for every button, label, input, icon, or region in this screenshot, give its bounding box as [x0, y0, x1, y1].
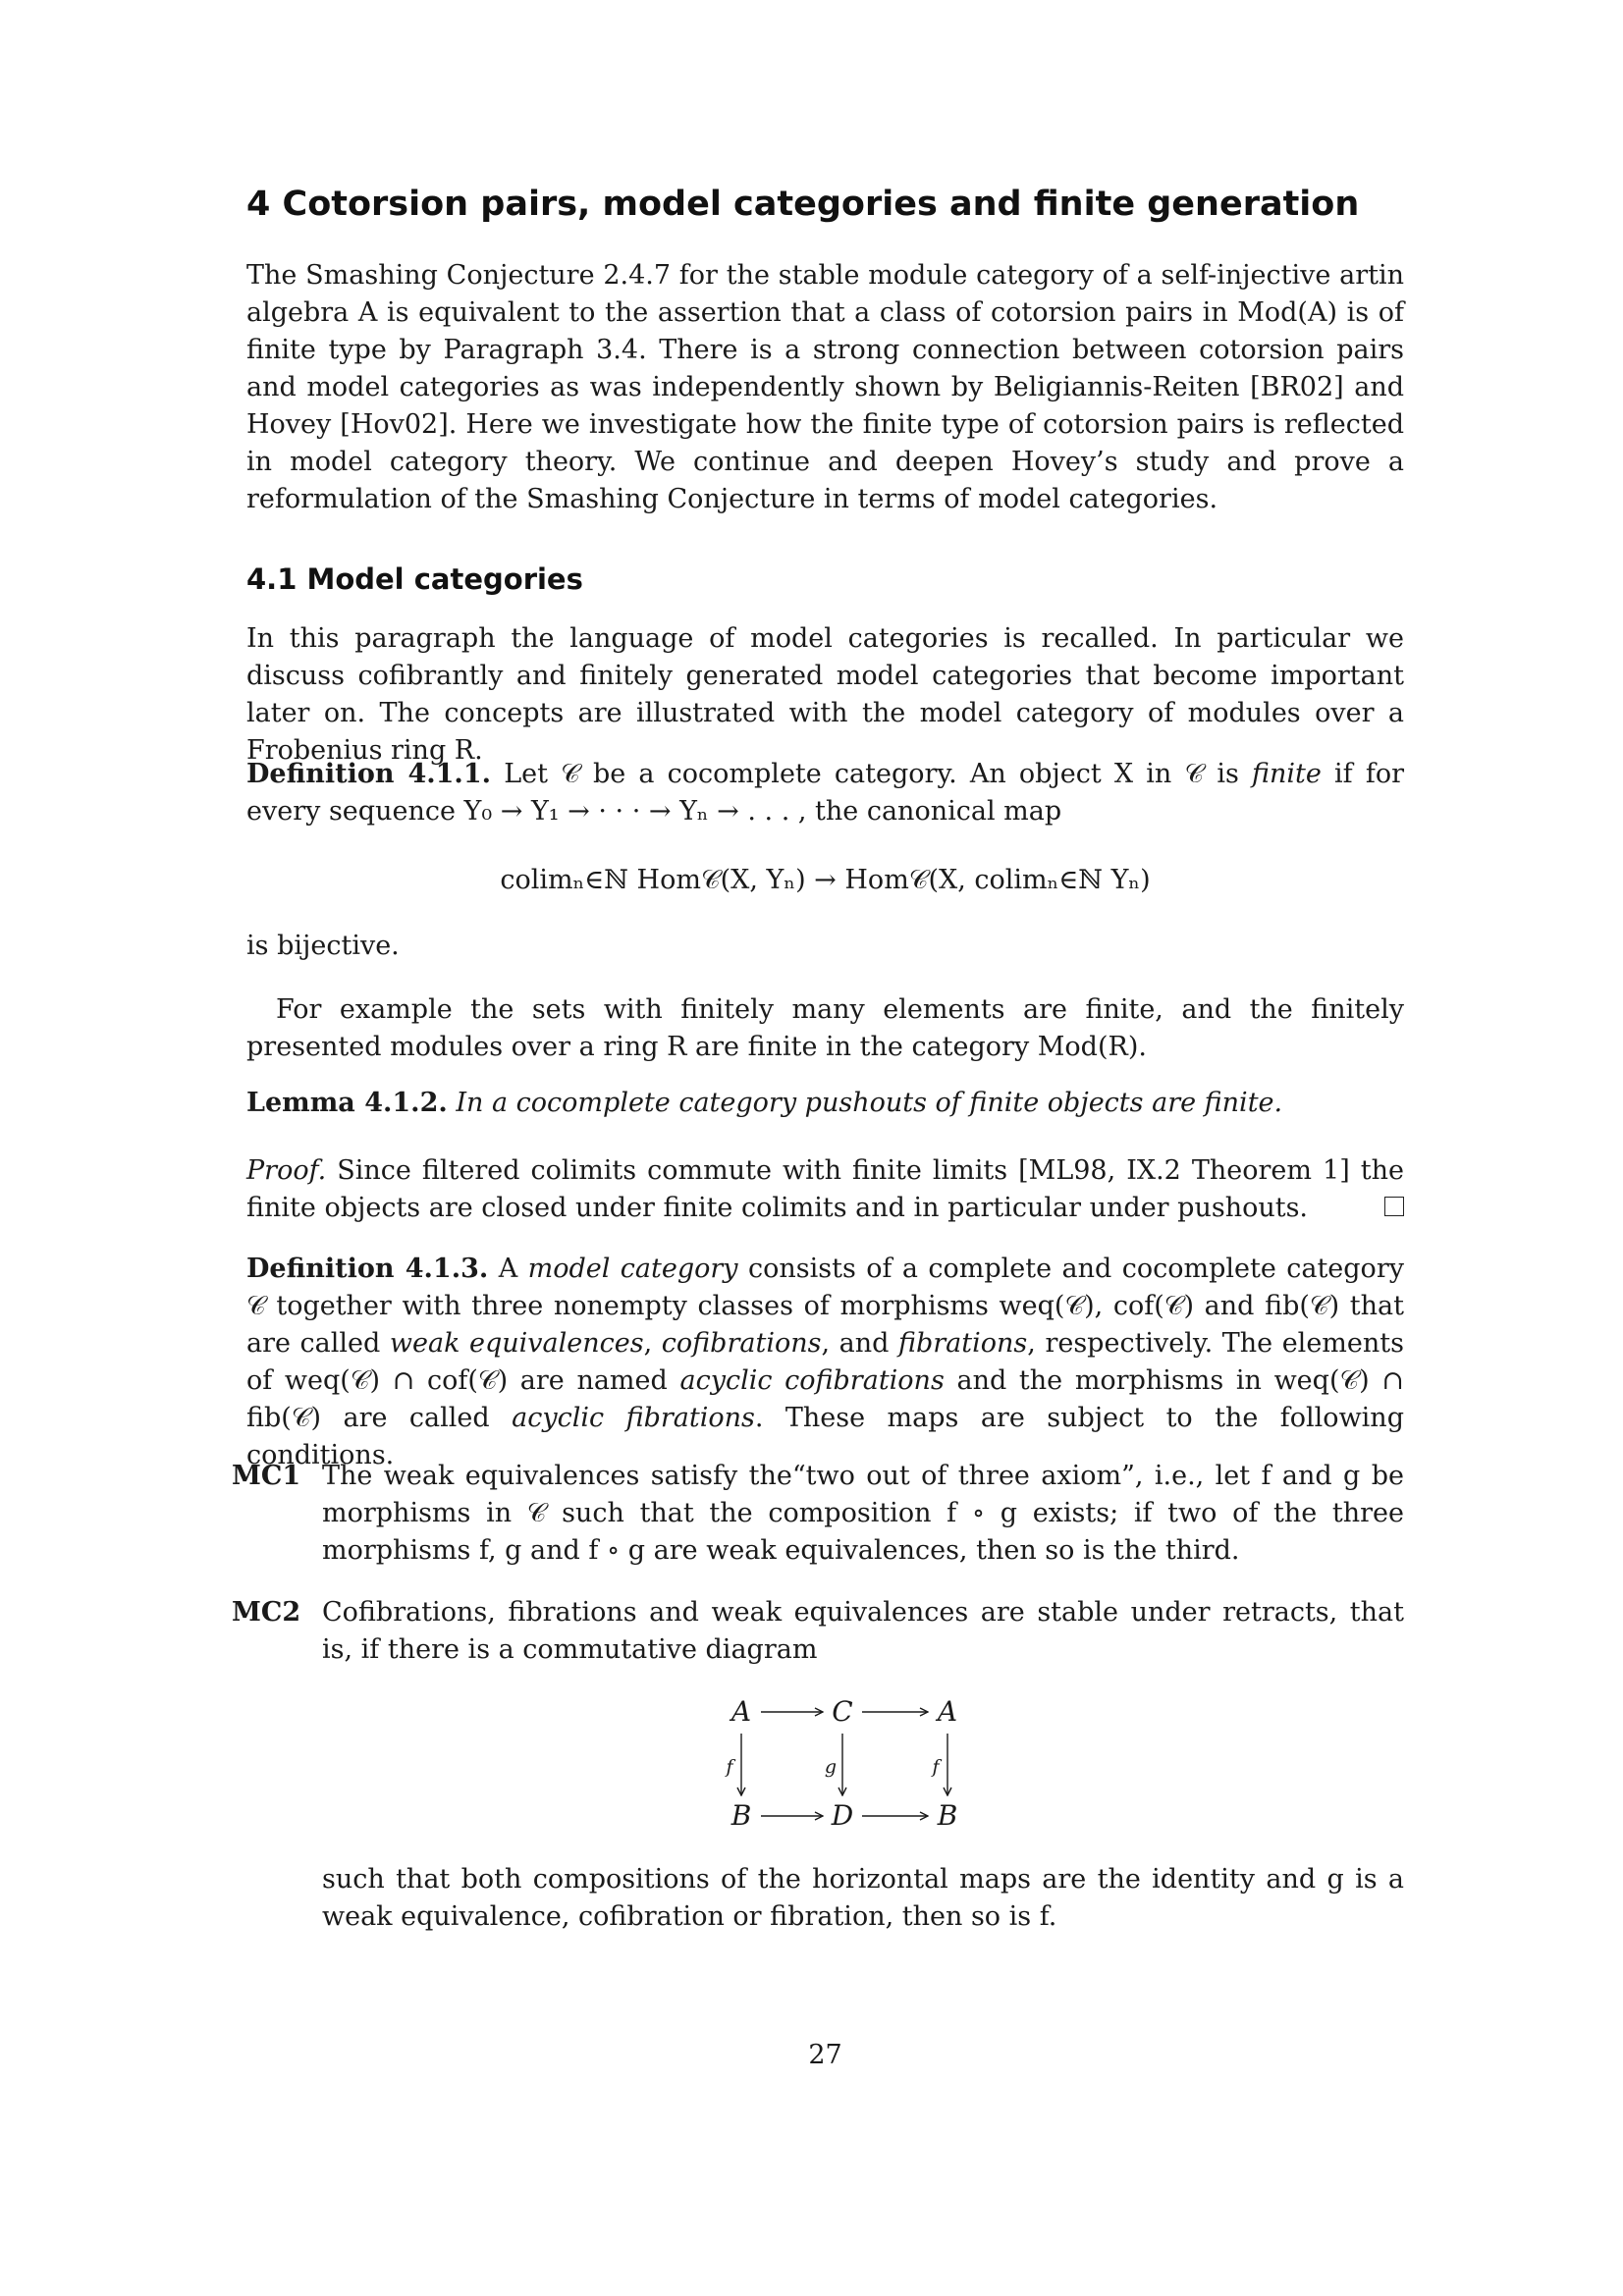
definition-text: ,	[643, 1328, 653, 1359]
definition-text: , respectively. The elements of weq(𝒞) ∩ cof(𝒞) are named	[246, 1328, 1404, 1396]
condition-text: The weak equivalences satisfy the“two out of three axiom”, i.e., let f and g be morphisms in 𝒞 such that the composition f ∘ g exists; if two of the three morphisms f, g and f ∘ g are weak equivalences, then so is the third.	[322, 1461, 1404, 1566]
section-heading: 4 Cotorsion pairs, model categories and finite generation	[246, 185, 1360, 224]
node-top-right: A	[937, 1696, 958, 1728]
proof	[246, 1152, 1404, 1227]
definition-closing: is bijective.	[246, 931, 400, 961]
node-bottom-right: B	[937, 1799, 958, 1832]
proof-label: Proof.	[246, 1155, 327, 1186]
condition-label: MC2	[232, 1597, 301, 1628]
definition-text: . These maps are subject to the following conditions.	[246, 1403, 1404, 1470]
emphasis: fibrations	[897, 1328, 1028, 1359]
page-number: 27	[808, 2040, 842, 2070]
label-f-left: f	[726, 1756, 733, 1778]
emphasis: model category	[527, 1254, 738, 1284]
commutative-diagram	[718, 1696, 993, 1843]
proof-text: Since filtered colimits commute with finite limits [ML98, IX.2 Theorem 1] the finite objects are closed under finite colimits and in particular under pushouts.	[246, 1155, 1404, 1223]
definition-text: A	[498, 1254, 518, 1284]
example-paragraph: For example the sets with finitely many elements are finite, and the finitely presented modules over a ring R are finite in the category Mod(R).	[246, 994, 1404, 1062]
lemma-text: In a cocomplete category pushouts of finite objects are finite.	[456, 1088, 1283, 1118]
definition-4-1-3	[246, 1251, 1404, 1474]
definition-label: Definition 4.1.3.	[246, 1254, 489, 1284]
emphasis: finite	[1252, 759, 1322, 789]
definition-4-1-1	[246, 756, 1404, 830]
definition-text: if for every sequence Y₀ → Y₁ → · · · → Yₙ → . . . , the canonical map	[246, 759, 1404, 827]
definition-text: , and	[821, 1328, 890, 1359]
definition-label: Definition 4.1.1.	[246, 759, 492, 789]
label-f-right: f	[932, 1756, 940, 1778]
node-top-center: C	[832, 1696, 853, 1728]
condition-text: Cofibrations, fibrations and weak equivalences are stable under retracts, that is, if there is a commutative diagram	[322, 1597, 1404, 1665]
emphasis: acyclic fibrations	[512, 1403, 755, 1433]
qed-symbol	[1384, 1197, 1404, 1216]
definition-text: and the morphisms in weq(𝒞) ∩ fib(𝒞) are called	[246, 1365, 1404, 1433]
label-g: g	[824, 1756, 838, 1778]
subsection-heading: 4.1 Model categories	[246, 562, 583, 596]
subsection-intro: In this paragraph the language of model categories is recalled. In particular we discuss cofibrantly and finitely generated model categories that become important later on. The concepts are illustrated with the model category of modules over a Frobenius ring R.	[246, 623, 1404, 766]
emphasis: weak equivalences	[389, 1328, 644, 1359]
definition-text: consists of a complete and cocomplete category 𝒞 together with three nonempty classes of morphisms weq(𝒞), cof(𝒞) and fib(𝒞) that are called	[246, 1254, 1404, 1359]
condition-label: MC1	[232, 1461, 301, 1491]
node-bottom-center: D	[831, 1799, 854, 1832]
definition-text: Let 𝒞 be a cocomplete category. An object X in 𝒞 is	[504, 759, 1239, 789]
emphasis: cofibrations	[661, 1328, 822, 1359]
node-bottom-left: B	[730, 1799, 752, 1832]
emphasis: acyclic cofibrations	[679, 1365, 945, 1396]
condition-closing: such that both compositions of the horizontal maps are the identity and g is a weak equivalence, cofibration or fibration, then so is f.	[322, 1864, 1404, 1932]
lemma-4-1-2	[246, 1085, 1404, 1122]
display-formula: colimₙ∈ℕ Hom𝒞(X, Yₙ) → Hom𝒞(X, colimₙ∈ℕ Yₙ)	[500, 865, 1151, 895]
lemma-label: Lemma 4.1.2.	[246, 1088, 448, 1118]
node-top-left: A	[730, 1696, 752, 1728]
section-intro: The Smashing Conjecture 2.4.7 for the stable module category of a self-injective artin algebra A is equivalent to the assertion that a class of cotorsion pairs in Mod(A) is of finite type by Paragraph 3.4. There is a strong connection between cotorsion pairs and model categories as was independently shown by Beligiannis-Reiten [BR02] and Hovey [Hov02]. Here we investigate how the finite type of cotorsion pairs is reflected in model category theory. We continue and deepen Hovey’s study and prove a reformulation of the Smashing Conjecture in terms of model categories.	[246, 260, 1404, 514]
